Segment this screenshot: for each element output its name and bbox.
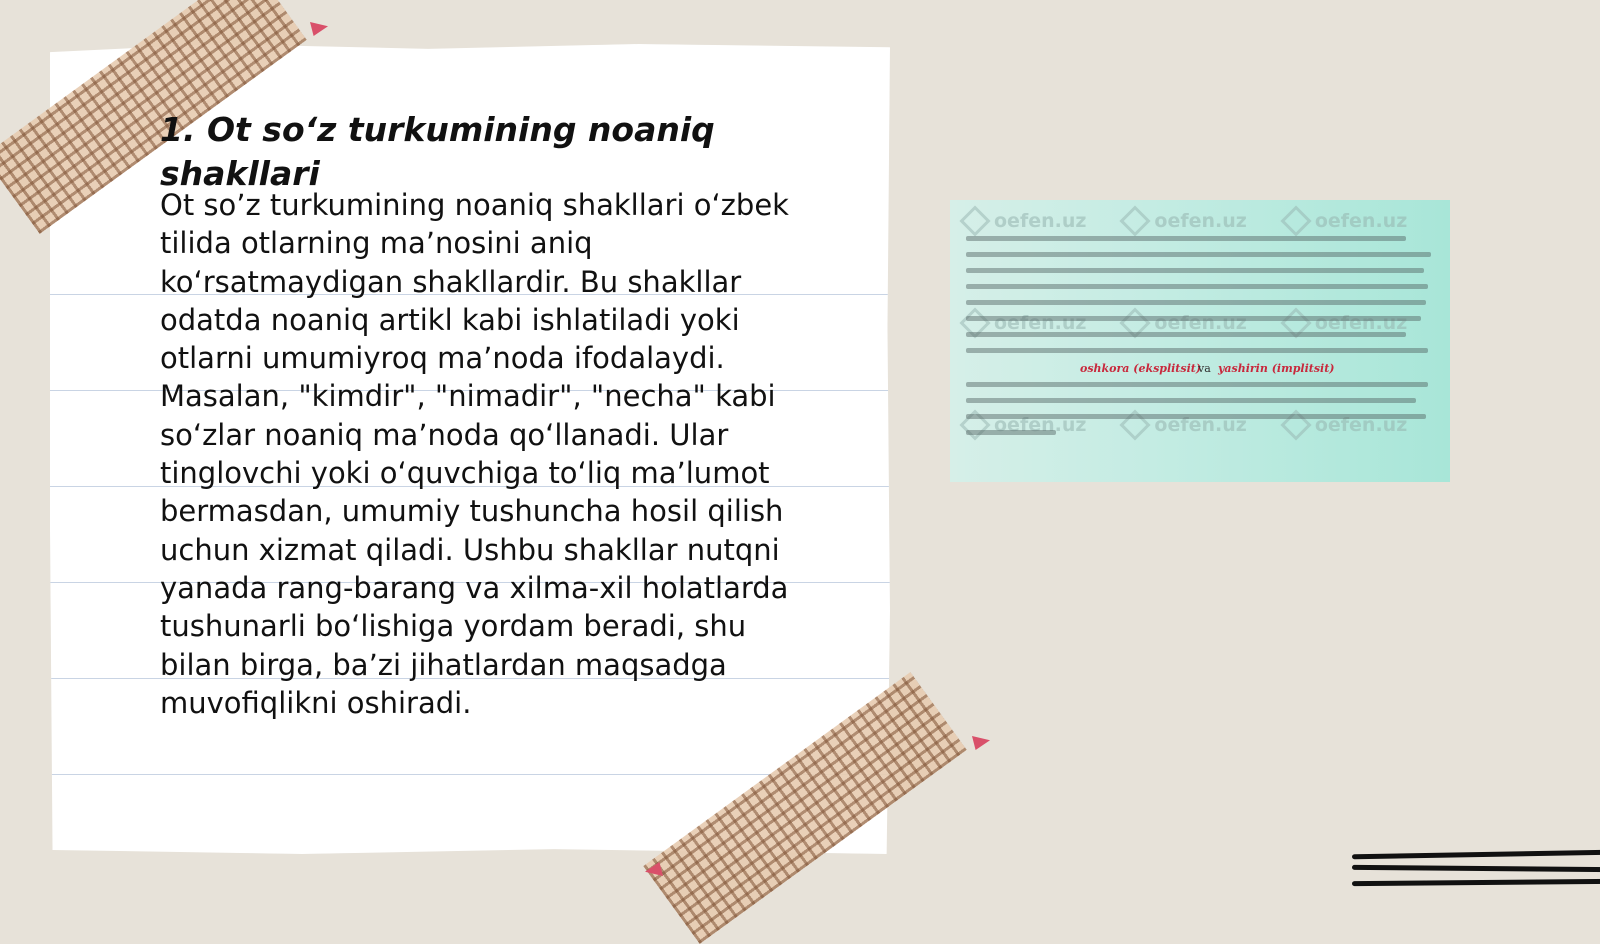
- watermark: oefen.uz: [1124, 210, 1246, 232]
- document-text-line: [966, 284, 1428, 289]
- watermark: oefen.uz: [1285, 414, 1407, 436]
- document-text-line: [966, 382, 1428, 387]
- document-text-line: [966, 430, 1056, 435]
- slide-body-text: Ot so’z turkumining noaniq shakllari o‘zbek tilida otlarning ma’nosini aniq ko‘rsatmaydigan shakllardir. Bu shakllar odatda noaniq artikl kabi ishlatiladi yoki otlarni umumiyroq ma’noda ifodalaydi. Masalan, "kimdir", "nimadir", "necha" kabi so‘zlar noaniq ma’noda qo‘llanadi. Ular tinglovchi yoki o‘quvchiga to‘liq ma’lumot bermasdan, umumiy tushuncha hosil qilish uchun xizmat qiladi. Ushbu shakllar nutqni yanada rang-barang va xilma-xil holatlarda tushunarli bo‘lishiga yordam beradi, shu bilan birga, ba’zi jihatlardan maqsadga muvofiqlikni oshiradi.: [160, 188, 789, 720]
- document-excerpt-image: [950, 200, 1450, 482]
- decorative-stroke: [1352, 879, 1600, 886]
- tape-pin-top: [310, 22, 328, 36]
- ruled-line: [50, 774, 890, 775]
- document-text-line: [966, 398, 1416, 403]
- document-text-line: [966, 236, 1406, 241]
- watermark-logo-icon: [1280, 205, 1311, 236]
- document-text-line: [966, 252, 1431, 257]
- watermark: oefen.uz: [1124, 312, 1246, 334]
- document-text-line: [966, 316, 1421, 321]
- watermark-logo-icon: [959, 205, 990, 236]
- watermark: oefen.uz: [1285, 210, 1407, 232]
- tape-pin-bottom-right: [972, 736, 990, 750]
- document-text-line: [966, 268, 1424, 273]
- document-term-explicit: oshkora (eksplitsit): [1080, 362, 1202, 375]
- watermark: oefen.uz: [964, 210, 1086, 232]
- decorative-stroke: [1352, 850, 1600, 860]
- document-text-line: [966, 348, 1428, 353]
- watermark-logo-icon: [1120, 205, 1151, 236]
- document-text-line: [966, 414, 1426, 419]
- watermark: oefen.uz: [1285, 312, 1407, 334]
- watermark: oefen.uz: [964, 312, 1086, 334]
- watermark: oefen.uz: [1124, 414, 1246, 436]
- decorative-stroke: [1352, 865, 1600, 872]
- watermark: oefen.uz: [964, 414, 1086, 436]
- slide-heading: 1. Ot so‘z turkumining noaniq shakllari: [160, 110, 715, 193]
- document-term-implicit: yashirin (implitsit): [1218, 362, 1335, 375]
- document-term-connector: va: [1198, 362, 1211, 375]
- document-text-line: [966, 332, 1406, 337]
- document-text-line: [966, 300, 1426, 305]
- watermark-row: [950, 210, 1450, 232]
